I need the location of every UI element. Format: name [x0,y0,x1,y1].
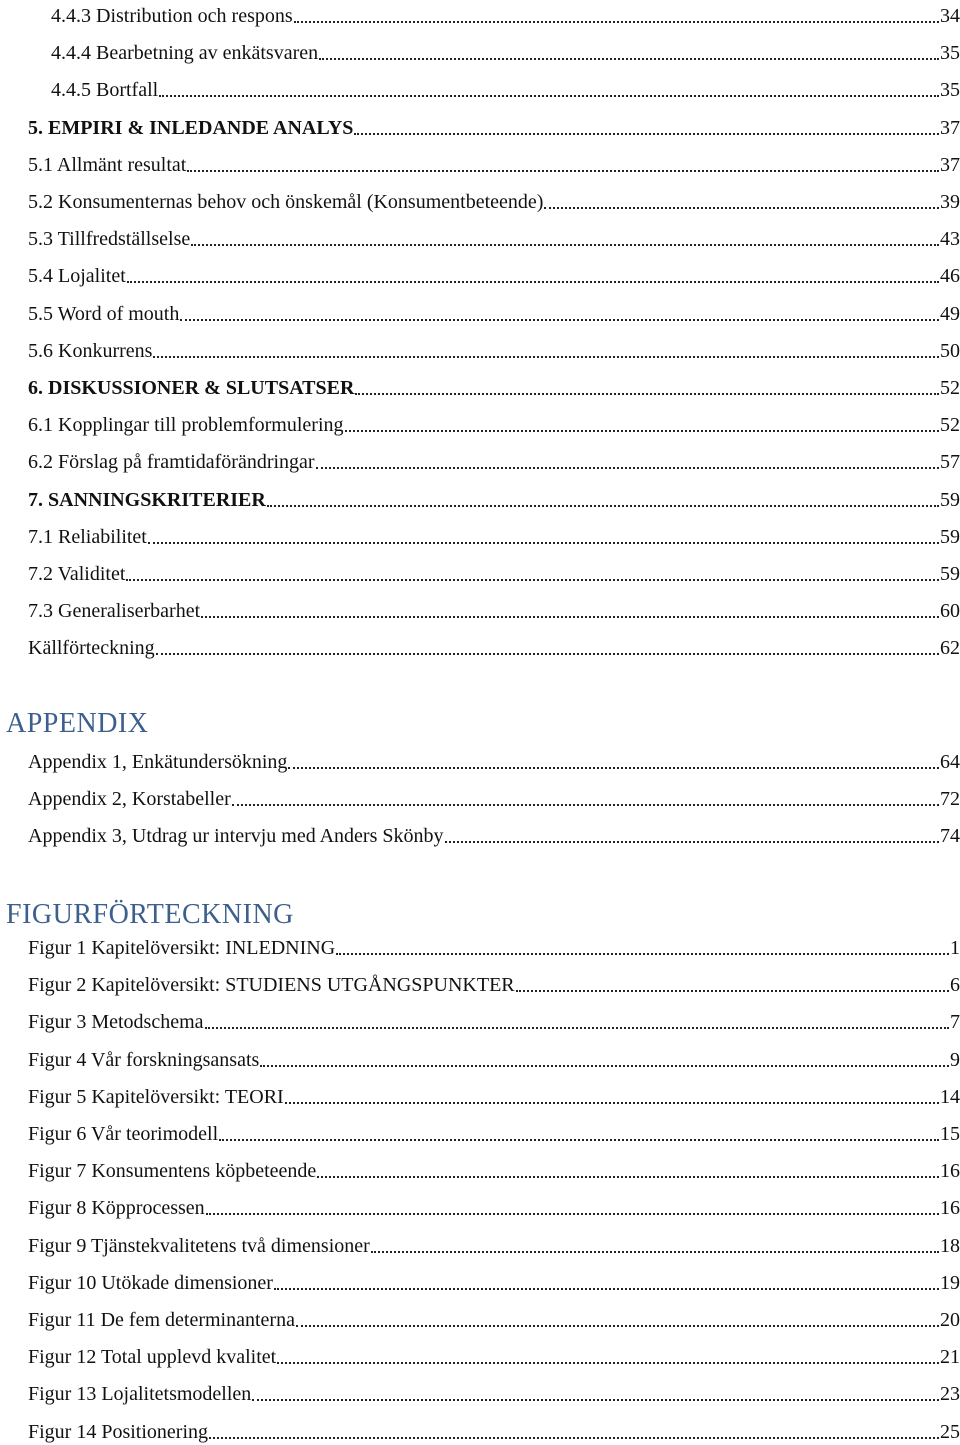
toc-entry-page: 19 [940,1271,960,1294]
dot-leader [319,57,939,60]
toc-entry-title: 5.5 Word of mouth [28,302,180,325]
toc-entry-title: 6. DISKUSSIONER & SLUTSATSER [28,377,355,399]
dot-leader [232,803,939,806]
toc-entry-title: 5.3 Tillfredställselse [28,228,191,251]
toc-entry-page: 59 [940,563,960,585]
toc-entry-title: 6.1 Kopplingar till problemformulering [28,414,344,437]
toc-entry[interactable] [28,409,960,437]
dot-leader [159,94,939,97]
toc-entry-title: 4.4.4 Bearbetning av enkätsvaren [51,42,319,65]
dot-leader [252,1398,939,1401]
toc-entry-title: Figur 7 Konsumentens köpbeteende [28,1160,317,1183]
toc-entry[interactable] [28,260,960,288]
toc-entry-page: 21 [940,1346,960,1369]
toc-entry[interactable] [28,1267,960,1295]
toc-entry-title: Figur 12 Total upplevd kvalitet [28,1346,277,1369]
toc-entry[interactable] [28,186,960,214]
toc-entry-page: 18 [940,1234,960,1257]
toc-entry-title: Figur 2 Kapitelöversikt: STUDIENS UTGÅNGSPUNKTER [28,974,515,997]
toc-entry-page: 34 [940,5,960,27]
toc-entry[interactable] [28,558,960,586]
toc-entry[interactable] [28,446,960,474]
dot-leader [205,1026,949,1029]
toc-entry-title: Figur 5 Kapitelöversikt: TEORI [28,1085,284,1108]
dot-leader [156,652,939,655]
toc-entry-title: Figur 1 Kapitelöversikt: INLEDNING [28,937,336,959]
dot-leader [345,429,940,432]
toc-entry-title: Figur 11 De fem determinanterna [28,1309,295,1331]
dot-leader [288,766,939,769]
dot-leader [445,840,940,843]
toc-entry-title: Figur 4 Vår forskningsansats [28,1048,260,1071]
toc-entry-title: 7.3 Generaliserbarhet [28,600,201,623]
toc-entry-page: 6 [950,974,960,997]
dot-leader [317,1175,939,1178]
toc-entry-page: 37 [940,116,960,139]
toc-entry[interactable] [28,1155,960,1183]
toc-entry-title: Figur 13 Lojalitetsmodellen [28,1383,252,1406]
toc-entry[interactable] [28,1230,960,1258]
toc-entry-page: 49 [940,302,960,325]
toc-entry-title: Appendix 3, Utdrag ur intervju med Anders Skönby [28,825,444,848]
toc-entry[interactable] [28,1081,960,1109]
toc-entry[interactable] [28,1006,960,1034]
dot-leader [127,280,939,283]
toc-entry[interactable] [28,632,960,660]
toc-entry-page: 16 [940,1197,960,1220]
dot-leader [201,615,939,618]
toc-entry-page: 52 [940,377,960,399]
toc-entry-page: 46 [940,265,960,288]
toc-entry[interactable] [28,1044,960,1072]
toc-entry-title: Figur 14 Positionering [28,1420,209,1443]
toc-entry-title: Figur 10 Utökade dimensioner [28,1271,273,1294]
toc-entry-page: 50 [940,339,960,362]
toc-entry-page: 62 [940,637,960,660]
toc-entry[interactable] [51,37,960,65]
toc-entry-page: 20 [940,1309,960,1331]
toc-entry[interactable] [28,484,960,512]
dot-leader [191,243,939,246]
toc-entry-title: Figur 9 Tjänstekvalitetens två dimensioner [28,1234,370,1257]
toc-entry-title: Appendix 1, Enkätundersökning [28,751,288,773]
toc-entry-title: 5.1 Allmänt resultat [28,153,187,176]
toc-entry-title: 7.2 Validitet [28,563,126,585]
toc-entry-page: 52 [940,414,960,437]
dot-leader [277,1361,939,1364]
toc-entry-page: 9 [950,1048,960,1071]
toc-entry-title: Figur 6 Vår teorimodell [28,1123,219,1145]
toc-entry-title: 7.1 Reliabilitet [28,525,147,548]
toc-entry[interactable] [28,112,960,140]
dot-leader [285,1101,939,1104]
toc-entry-page: 14 [940,1085,960,1108]
toc-entry-page: 15 [940,1123,960,1145]
toc-entry-page: 39 [940,191,960,213]
dot-leader [355,392,939,395]
toc-entry-page: 25 [940,1420,960,1443]
toc-entry[interactable] [28,1304,960,1332]
dot-leader [274,1287,939,1290]
toc-entry-title: Figur 3 Metodschema [28,1011,204,1034]
toc-entry[interactable] [28,783,960,811]
dot-leader [336,952,949,955]
toc-entry-title: 5. EMPIRI & INLEDANDE ANALYS [28,116,354,139]
dot-leader [153,355,939,358]
dot-leader [354,132,939,135]
toc-entry-page: 23 [940,1383,960,1406]
figures-heading: FIGURFÖRTECKNING [6,899,294,930]
toc-entry-page: 60 [940,600,960,623]
toc-entry[interactable] [28,595,960,623]
dot-leader [371,1250,939,1253]
toc-entry-page: 1 [950,937,960,959]
dot-leader [148,541,939,544]
dot-leader [267,504,939,507]
toc-entry[interactable] [28,1378,960,1406]
dot-leader [180,318,939,321]
toc-entry-page: 7 [950,1011,960,1034]
toc-entry-title: 7. SANNINGSKRITERIER [28,488,266,511]
toc-entry[interactable] [28,298,960,326]
toc-entry-page: 43 [940,228,960,251]
dot-leader [316,466,939,469]
toc-entry-page: 35 [940,79,960,102]
toc-entry-page: 16 [940,1160,960,1183]
toc-entry[interactable] [28,1118,960,1146]
toc-entry-title: 6.2 Förslag på framtidaförändringar [28,451,315,474]
toc-entry[interactable] [28,1416,960,1444]
dot-leader [544,206,939,209]
toc-entry-title: Figur 8 Köpprocessen [28,1197,205,1220]
toc-entry[interactable] [51,0,960,28]
toc-entry-title: Appendix 2, Korstabeller [28,788,231,811]
toc-entry[interactable] [28,932,960,960]
toc-entry-page: 64 [940,751,960,773]
toc-entry-page: 35 [940,42,960,65]
toc-entry[interactable] [28,149,960,177]
toc-entry-page: 72 [940,788,960,811]
toc-entry[interactable] [28,223,960,251]
toc-entry-page: 57 [940,451,960,474]
toc-entry-title: 4.4.3 Distribution och respons [51,5,293,27]
dot-leader [260,1064,949,1067]
dot-leader [294,20,939,23]
toc-entry[interactable] [28,1341,960,1369]
toc-entry-page: 74 [940,825,960,848]
appendix-heading: APPENDIX [6,708,149,739]
dot-leader [209,1436,939,1439]
dot-leader [126,578,939,581]
toc-entry[interactable] [28,372,960,400]
dot-leader [187,169,939,172]
toc-entry-page: 59 [940,488,960,511]
dot-leader [206,1212,939,1215]
toc-entry[interactable] [28,335,960,363]
toc-entry[interactable] [28,521,960,549]
toc-entry-title: 5.6 Konkurrens [28,339,153,362]
dot-leader [219,1138,939,1141]
toc-entry[interactable] [51,74,960,102]
toc-entry[interactable] [28,1192,960,1220]
dot-leader [516,989,949,992]
toc-entry[interactable] [28,969,960,997]
toc-entry[interactable] [28,746,960,774]
toc-entry-page: 37 [940,153,960,176]
toc-entry-page: 59 [940,525,960,548]
dot-leader [296,1324,939,1327]
toc-entry-title: 4.4.5 Bortfall [51,79,159,102]
toc-entry-title: 5.2 Konsumenternas behov och önskemål (Konsumentbeteende) [28,191,544,213]
toc-entry-title: Källförteckning [28,637,155,660]
toc-entry[interactable] [28,820,960,848]
toc-entry-title: 5.4 Lojalitet [28,265,126,288]
